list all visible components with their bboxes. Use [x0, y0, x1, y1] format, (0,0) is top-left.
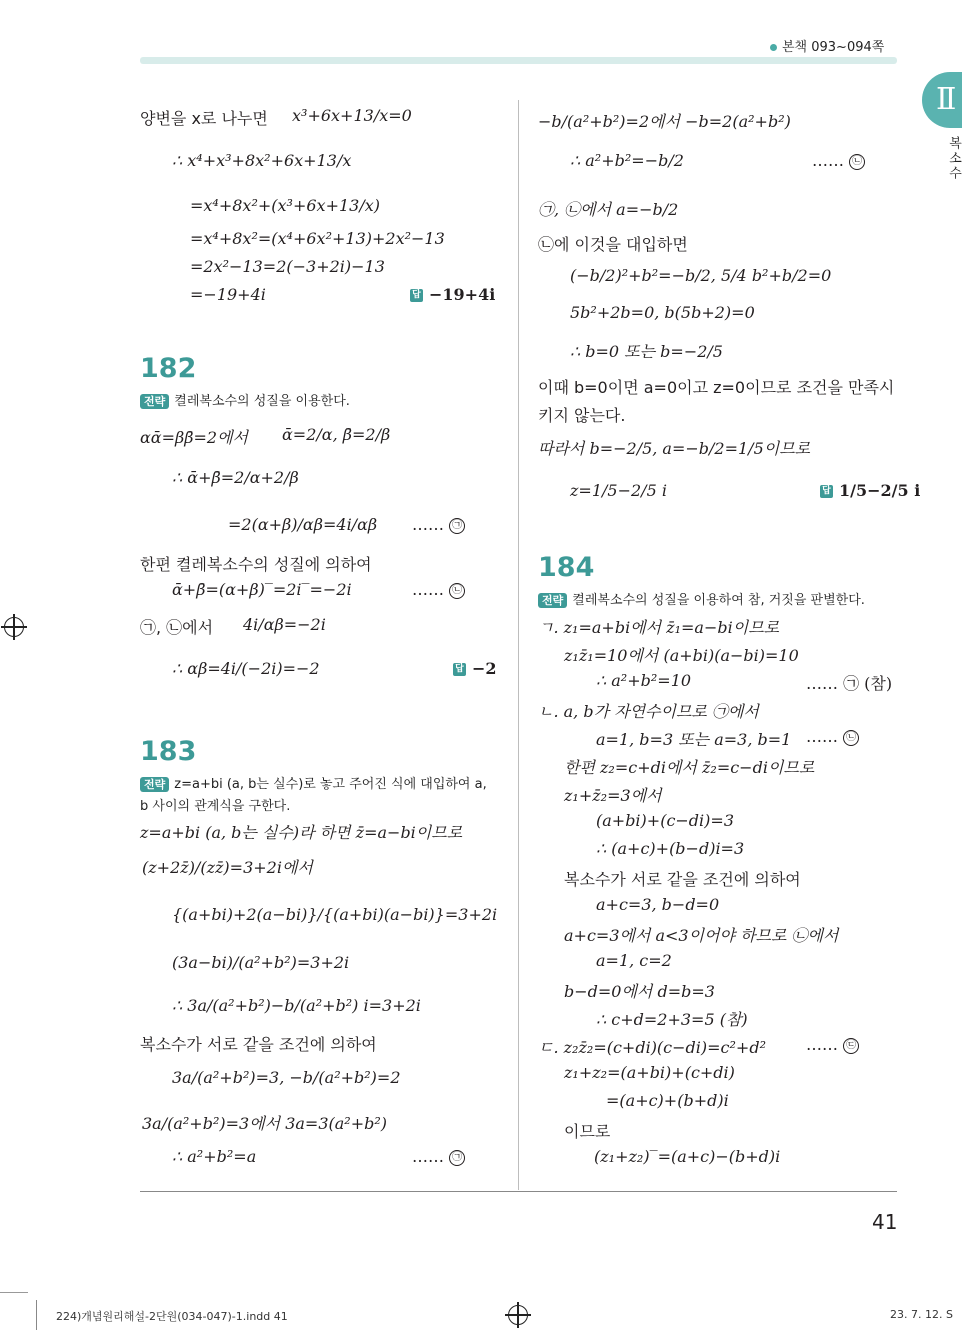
answer-icon: 답 — [410, 289, 423, 302]
equation: =−19+4i — [190, 285, 266, 304]
column-divider — [518, 100, 519, 1190]
equation: =(a+c)+(b+d)i — [606, 1091, 729, 1110]
answer-icon: 답 — [820, 485, 833, 498]
strategy: b 사이의 관계식을 구한다. — [140, 799, 291, 814]
answer: 답 −2 — [453, 659, 497, 678]
equation: ∴ a²+b²=a — [172, 1147, 257, 1166]
equation: 5b²+2b=0, b(5b+2)=0 — [570, 303, 755, 322]
answer: 답 −19+4i — [410, 285, 495, 304]
equation: 3a/(a²+b²)=3, −b/(a²+b²)=2 — [172, 1068, 401, 1087]
solution-line: 복소수가 서로 같을 조건에 의하여 — [564, 870, 801, 889]
answer: 답 1/5−2/5 i — [820, 481, 920, 500]
problem-number: 183 — [140, 736, 197, 767]
equation: 따라서 b=−2/5, a=−b/2=1/5이므로 — [538, 439, 811, 458]
equation: ㄱ. z₁=a+bi에서 z̄₁=a−bi이므로 — [538, 618, 780, 637]
equation: 한편 z₂=c+di에서 z̄₂=c−di이므로 — [564, 758, 815, 777]
footer-rule — [140, 1191, 897, 1192]
equation: ∴ (a+c)+(b−d)i=3 — [596, 839, 745, 858]
equation: a+c=3에서 a<3이어야 하므로 ㉡에서 — [564, 926, 839, 945]
solution-line: ㉠, ㉡에서 — [140, 618, 214, 637]
ref-mark: …… ㉢ — [806, 1035, 859, 1054]
equation: αᾱ=ββ̄=2에서 — [140, 428, 249, 447]
equation: ∴ b=0 또는 b=−2/5 — [570, 342, 723, 361]
registration-mark-icon — [4, 617, 24, 637]
equation: 3a/(a²+b²)=3에서 3a=3(a²+b²) — [142, 1114, 387, 1133]
solution-line: 키지 않는다. — [538, 406, 626, 425]
equation: z=1/5−2/5 i — [570, 481, 667, 500]
ref-mark: …… ㉠ — [412, 1147, 465, 1166]
file-info: 224)개념원리해설-2단원(034-047)-1.indd 41 — [56, 1310, 288, 1323]
equation: =x⁴+8x²+(x³+6x+13/x) — [190, 196, 380, 215]
equation: a=1, b=3 또는 a=3, b=1 — [596, 730, 792, 749]
equation: ㄷ. z₂z̄₂=(c+di)(c−di)=c²+d² — [538, 1038, 766, 1057]
registration-mark-icon — [508, 1305, 528, 1325]
equation: ∴ ᾱ+β̄=2/α+2/β — [172, 468, 299, 487]
equation: ∴ c+d=2+3=5 (참) — [596, 1010, 748, 1029]
equation: =2x²−13=2(−3+2i)−13 — [190, 257, 385, 276]
solution-line: 한편 켤레복소수의 성질에 의하여 — [140, 555, 372, 574]
solution-line: 복소수가 서로 같을 조건에 의하여 — [140, 1035, 377, 1054]
crop-mark — [0, 1292, 28, 1293]
equation: =2(α+β)/αβ=4i/αβ — [228, 515, 378, 534]
equation: ∴ 3a/(a²+b²)−b/(a²+b²) i=3+2i — [172, 996, 421, 1015]
equation: a+c=3, b−d=0 — [596, 895, 720, 914]
strategy: 전략 켤레복소수의 성질을 이용하여 참, 거짓을 판별한다. — [538, 589, 865, 608]
strategy: 전략 z=a+bi (a, b는 실수)로 놓고 주어진 식에 대입하여 a, — [140, 773, 487, 792]
date-info: 23. 7. 12. S — [890, 1308, 953, 1321]
ref-mark: …… ㉡ — [806, 727, 859, 746]
equation: z₁z̄₁=10에서 (a+bi)(a−bi)=10 — [564, 646, 799, 665]
equation: ᾱ=2/α, β̄=2/β — [282, 425, 391, 444]
problem-number: 182 — [140, 353, 197, 384]
ref-mark: …… ㉡ — [412, 580, 465, 599]
chapter-label: 복소수 — [946, 136, 961, 181]
equation: x³+6x+13/x=0 — [292, 106, 412, 125]
chapter-tab: Ⅱ — [922, 72, 962, 128]
ref-mark: …… ㉡ — [812, 151, 865, 170]
strategy: 전략 켤레복소수의 성질을 이용한다. — [140, 390, 350, 409]
equation: ∴ a²+b²=−b/2 — [570, 151, 684, 170]
equation: ∴ αβ=4i/(−2i)=−2 — [172, 659, 320, 678]
equation: −b/(a²+b²)=2에서 −b=2(a²+b²) — [538, 112, 791, 131]
equation: z₁+z̄₂=3에서 — [564, 786, 662, 805]
equation: ㉠, ㉡에서 a=−b/2 — [538, 200, 679, 219]
crop-mark — [36, 1300, 37, 1330]
problem-number: 184 — [538, 552, 595, 583]
equation: ㄴ. a, b가 자연수이므로 ㉠에서 — [538, 702, 759, 721]
page-number: 41 — [872, 1210, 898, 1234]
equation: z=a+bi (a, b는 실수)라 하면 z̄=a−bi이므로 — [140, 823, 463, 842]
equation: (z+2z̄)/(zz̄)=3+2i에서 — [142, 858, 313, 877]
ref-mark: …… ㉠ (참) — [806, 674, 893, 693]
equation: 4i/αβ=−2i — [243, 615, 326, 634]
equation: ᾱ+β̄=(α+β)‾=2i‾=−2i — [172, 580, 352, 599]
equation: (−b/2)²+b²=−b/2, 5/4 b²+b/2=0 — [570, 266, 832, 285]
equation: a=1, c=2 — [596, 951, 672, 970]
solution-line: 이므로 — [564, 1122, 611, 1141]
equation: (z₁+z₂)‾=(a+c)−(b+d)i — [594, 1147, 781, 1166]
equation: {(a+bi)+2(a−bi)}/{(a+bi)(a−bi)}=3+2i — [172, 905, 498, 924]
solution-line: 이때 b=0이면 a=0이고 z=0이므로 조건을 만족시 — [538, 378, 895, 397]
ref-mark: …… ㉠ — [412, 515, 465, 534]
equation: =x⁴+8x²=(x⁴+6x²+13)+2x²−13 — [190, 229, 445, 248]
equation: z₁+z₂=(a+bi)+(c+di) — [564, 1063, 735, 1082]
answer-icon: 답 — [453, 663, 466, 676]
book-reference: 본책 093~094쪽 — [770, 36, 884, 55]
header-bar — [140, 57, 897, 64]
equation: (3a−bi)/(a²+b²)=3+2i — [172, 953, 350, 972]
equation: ∴ a²+b²=10 — [596, 671, 692, 690]
equation: b−d=0에서 d=b=3 — [564, 982, 715, 1001]
equation: (a+bi)+(c−di)=3 — [596, 811, 734, 830]
solution-line: ㉡에 이것을 대입하면 — [538, 235, 688, 254]
solution-line: 양변을 x로 나누면 — [140, 109, 268, 128]
bullet-icon — [770, 44, 777, 51]
equation: ∴ x⁴+x³+8x²+6x+13/x — [172, 151, 352, 170]
